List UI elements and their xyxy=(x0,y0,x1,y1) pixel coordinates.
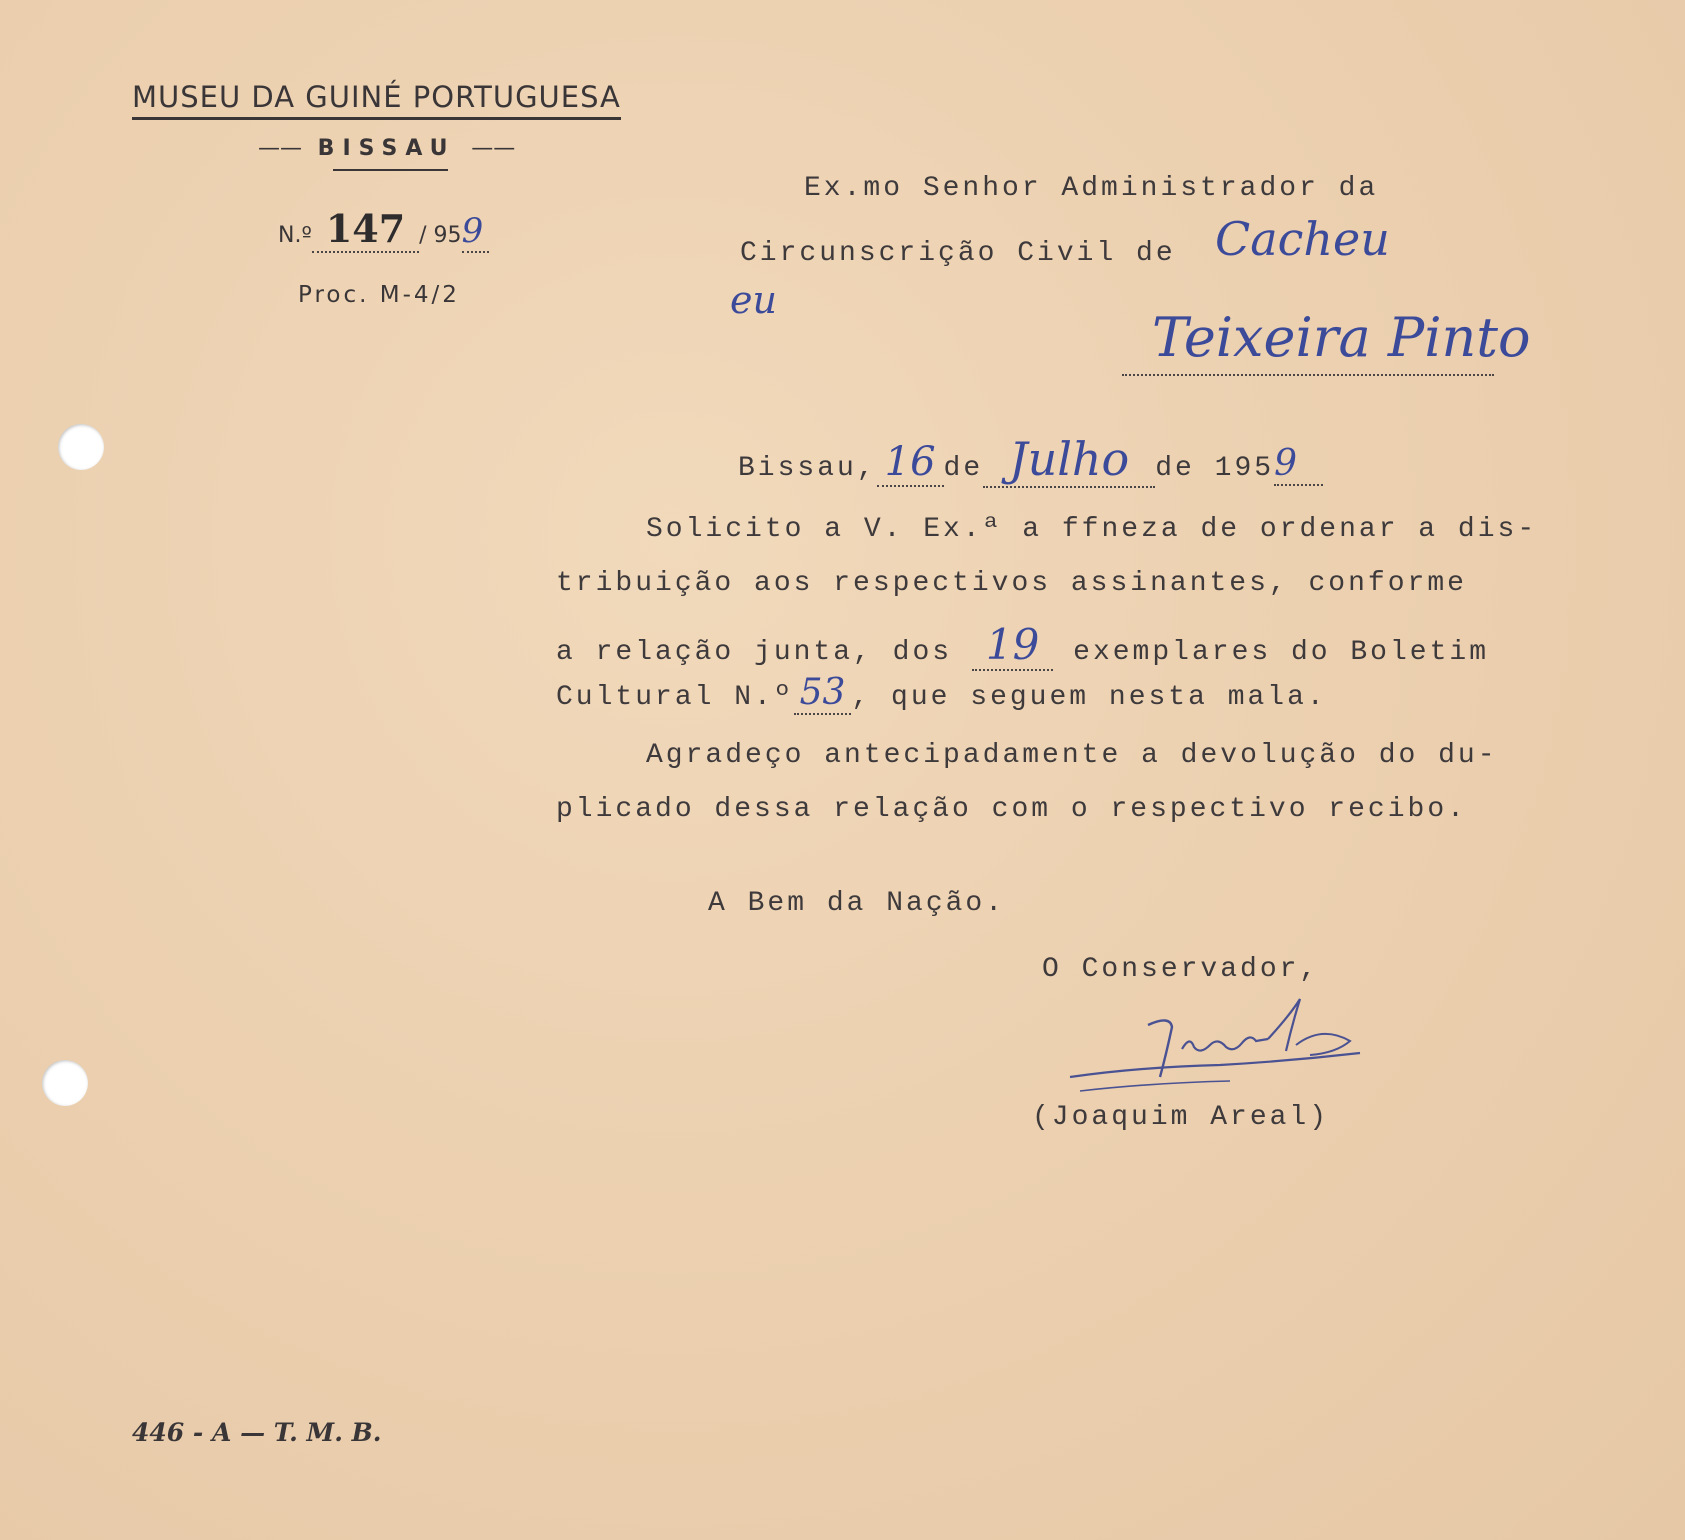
date-year-digit-handwritten: 9 xyxy=(1274,443,1323,486)
date-day-handwritten: 16 xyxy=(877,439,944,487)
binder-hole-top xyxy=(58,424,104,470)
body-p1-line-4 xyxy=(556,672,1327,715)
process-reference: Proc. M-4/2 xyxy=(298,282,460,308)
signatory-name: (Joaquim Areal) xyxy=(1032,1102,1330,1133)
location-handwritten: Teixeira Pinto xyxy=(1152,306,1531,369)
issue-number-handwritten: 53 xyxy=(794,672,852,715)
body-p1-line-4-start: Cultural N.º xyxy=(556,682,794,713)
body-p1-line-1: Solicito a V. Ex.ª a ffneza de ordenar a dis- xyxy=(646,514,1538,545)
year-digit-handwritten: 9 xyxy=(462,211,490,253)
date-prefix: Bissau, xyxy=(738,453,877,484)
location-line xyxy=(1122,302,1531,376)
date-line xyxy=(738,432,1323,488)
city-name: —— BISSAU —— xyxy=(258,136,516,161)
closing-salutation: A Bem da Nação. xyxy=(708,888,1006,919)
body-p2-line-2: plicado dessa relação com o respectivo recibo. xyxy=(556,794,1467,825)
addressee-line-2: Circunscrição Civil de xyxy=(740,238,1176,269)
institution-name: MUSEU DA GUINÉ PORTUGUESA xyxy=(132,80,621,120)
date-de-2: de xyxy=(1155,453,1195,484)
copies-count-handwritten: 19 xyxy=(972,620,1053,671)
place-handwritten-continuation: eu xyxy=(730,278,777,322)
city-rule xyxy=(333,169,448,171)
number-stamp: 147 xyxy=(312,206,419,253)
body-p2-line-1: Agradeço antecipadamente a devolução do du- xyxy=(646,740,1498,771)
number-prefix: N.º xyxy=(278,223,312,248)
addressee-line-1: Ex.mo Senhor Administrador da xyxy=(804,173,1379,204)
body-p1-line-2: tribuição aos respectivos assinantes, conforme xyxy=(556,568,1467,599)
binder-hole-bottom xyxy=(42,1060,88,1106)
city-label: BISSAU xyxy=(317,136,456,161)
year-prefix: / 95 xyxy=(419,223,462,248)
body-p1-line-3-start: a relação junta, dos xyxy=(556,637,953,668)
document-number xyxy=(278,206,489,253)
date-month-handwritten: Julho xyxy=(983,432,1155,488)
date-de-1: de xyxy=(943,453,984,484)
signatory-title: O Conservador, xyxy=(1042,954,1320,985)
date-year-prefix: 195 xyxy=(1214,453,1275,484)
handwritten-signature xyxy=(1060,995,1380,1105)
place-handwritten: Cacheu xyxy=(1215,212,1390,266)
form-code: 446 - A — T. M. B. xyxy=(132,1418,382,1447)
body-p1-line-4-end: , que seguem nesta mala. xyxy=(851,682,1327,713)
body-p1-line-3-end: exemplares do Boletim xyxy=(1073,637,1489,668)
body-p1-line-3 xyxy=(556,620,1489,671)
